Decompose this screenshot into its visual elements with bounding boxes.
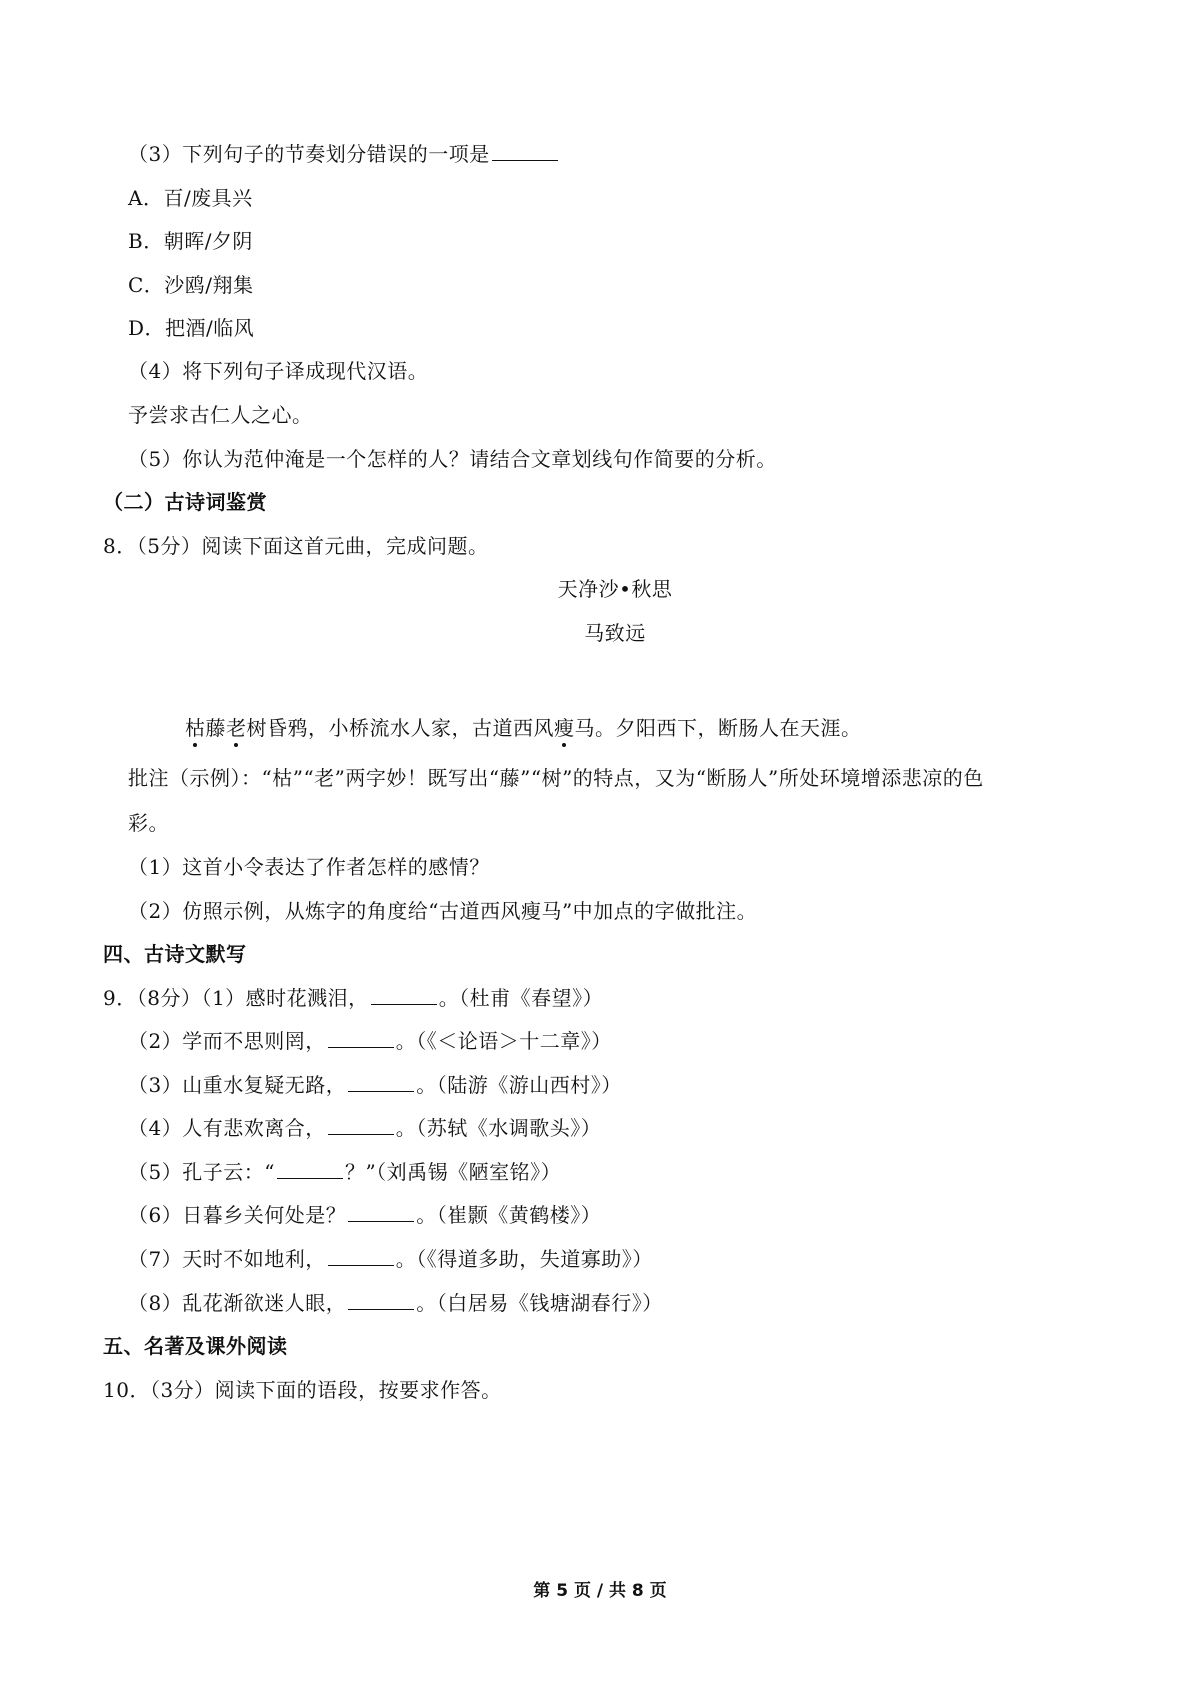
answer-blank[interactable] (371, 986, 437, 1005)
q9-item-4: （4）人有悲欢离合， 。（苏轼《水调歌头》） (128, 1116, 602, 1140)
q3-option-c: C．沙鸥/翔集 (128, 273, 254, 297)
dotted-char: 瘦 (554, 716, 575, 740)
dotted-char: 枯 (185, 716, 206, 740)
q9-item-5: （5）孔子云：“ ？”（刘禹锡《陋室铭》） (128, 1160, 562, 1184)
page-number: 第 5 页 / 共 8 页 (533, 1581, 667, 1601)
q9-item-8: （8）乱花渐欲迷人眼， 。（白居易《钱塘湖春行》） (128, 1291, 663, 1315)
dotted-char: 老 (226, 716, 247, 740)
q8-intro: 8．（5分）阅读下面这首元曲，完成问题。 (103, 534, 489, 558)
q3-option-b: B．朝晖/夕阴 (128, 229, 253, 253)
annotation-example-line1: 批注（示例）：“枯”“老”两字妙！既写出“藤”“树”的特点，又为“断肠人”所处环境增添悲凉的色 (128, 766, 984, 790)
answer-blank[interactable] (348, 1073, 414, 1092)
q4-prompt: （4）将下列句子译成现代汉语。 (128, 359, 429, 383)
poem-author: 马致远 (584, 621, 646, 645)
answer-blank[interactable] (328, 1029, 394, 1048)
q8-sub2: （2）仿照示例，从炼字的角度给“古道西风瘦马”中加点的字做批注。 (128, 899, 758, 923)
q3-option-d: D．把酒/临风 (128, 316, 255, 340)
q9-item-2: （2）学而不思则罔， 。（《＜论语＞十二章》） (128, 1029, 612, 1053)
q9-item-1: 9．（8分）（1）感时花溅泪， 。（杜甫《春望》） (103, 986, 604, 1010)
q3-prompt: （3）下列句子的节奏划分错误的一项是 (128, 142, 560, 166)
q9-item-3: （3）山重水复疑无路， 。（陆游《游山西村》） (128, 1073, 622, 1097)
poem-title: 天净沙•秋思 (557, 577, 673, 601)
q3-option-a: A．百/废具兴 (128, 186, 253, 210)
answer-blank[interactable] (277, 1160, 343, 1179)
q9-item-7: （7）天时不如地利， 。（《得道多助，失道寡助》） (128, 1247, 653, 1271)
answer-blank[interactable] (348, 1203, 414, 1222)
q8-sub1: （1）这首小令表达了作者怎样的感情？ (128, 855, 490, 879)
answer-blank[interactable] (328, 1116, 394, 1135)
q9-item-6: （6）日暮乡关何处是？ 。（崔颢《黄鹤楼》） (128, 1203, 602, 1227)
section-heading-dictation: 四、古诗文默写 (103, 942, 247, 966)
answer-blank[interactable] (492, 142, 558, 161)
answer-blank[interactable] (348, 1291, 414, 1310)
poem-text: 枯藤老树昏鸦，小桥流水人家，古道西风瘦马。夕阳西下，断肠人在天涯。 (185, 716, 862, 740)
annotation-example-line2: 彩。 (128, 811, 169, 835)
q4-sentence: 予尝求古仁人之心。 (128, 403, 313, 427)
section-heading-reading: 五、名著及课外阅读 (103, 1334, 288, 1358)
section-heading-poetry: （二）古诗词鉴赏 (103, 490, 267, 514)
q10-intro: 10．（3分）阅读下面的语段，按要求作答。 (103, 1378, 502, 1402)
answer-blank[interactable] (328, 1247, 394, 1266)
q5-prompt: （5）你认为范仲淹是一个怎样的人？请结合文章划线句作简要的分析。 (128, 447, 777, 471)
